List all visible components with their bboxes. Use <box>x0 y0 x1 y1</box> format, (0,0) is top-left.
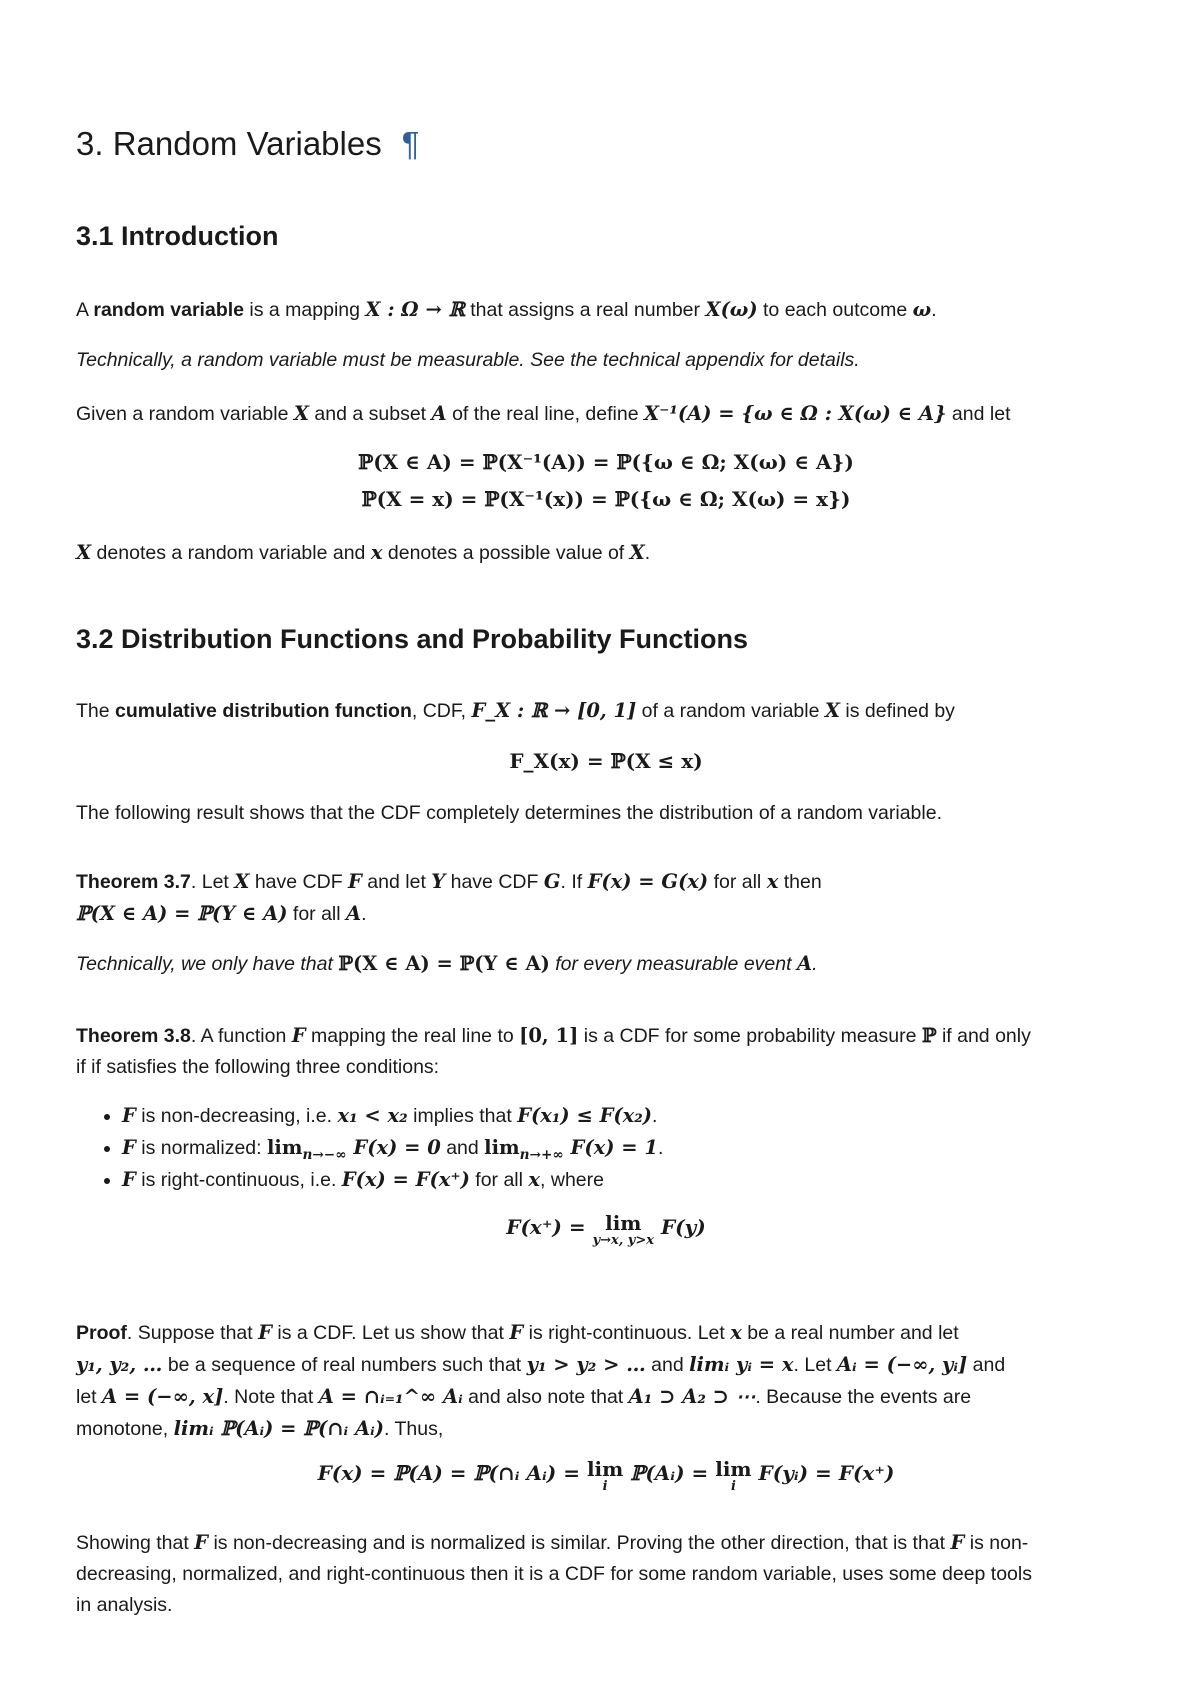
theorem-3-7: Theorem 3.7. Let X have CDF F and let Y have CDF G. If F(x) = G(x) for all x then ℙ(X ∈ A) = ℙ(Y ∈ A) for all A. <box>76 870 822 925</box>
math-mapping: X : Ω → ℝ <box>365 298 465 321</box>
conditions-list <box>76 1100 1136 1196</box>
term-cdf: cumulative distribution function <box>115 700 412 722</box>
theorem-label: Theorem 3.7 <box>76 871 191 893</box>
paragraph-rv-definition: A random variable is a mapping X : Ω → ℝ that assigns a real number X(ω) to each outcome ω. <box>76 298 937 321</box>
technical-note-measurable: Technically, a random variable must be measurable. See the technical appendix for details. <box>76 349 860 371</box>
display-equation-1: ℙ(X ∈ A) = ℙ(X⁻¹(A)) = ℙ({ω ∈ Ω; X(ω) ∈ A}) <box>358 450 854 474</box>
display-equation-right-limit: F(x⁺) = lim y→x, y>x F(y) <box>506 1211 706 1248</box>
paragraph-notation: X denotes a random variable and x denotes a possible value of X. <box>76 541 651 564</box>
display-equation-2: ℙ(X = x) = ℙ(X⁻¹(x)) = ℙ({ω ∈ Ω; X(ω) = x}) <box>361 487 851 511</box>
theorem-3-8: Theorem 3.8. A function F mapping the real line to [0, 1] is a CDF for some probability measure ℙ if and only if if satisfies the following three conditions: <box>76 1024 1031 1078</box>
closing-paragraph: Showing that F is non-decreasing and is normalized is similar. Proving the other direction, that is that F is non- decreasing, normalized, and right-continuous then it is a CDF for some random variable, uses some deep tools in analysis. <box>76 1531 1032 1616</box>
paragraph-cdf-determines: The following result shows that the CDF completely determines the distribution of a random variable. <box>76 802 942 824</box>
paragraph-cdf-definition: The cumulative distribution function, CDF, F_X : ℝ → [0, 1] of a random variable X is defined by <box>76 699 955 722</box>
list-item: • F is non-decreasing, i.e. x₁ < x₂ implies that F(x₁) ≤ F(x₂). <box>122 1100 1136 1132</box>
technical-note-measurable-event: Technically, we only have that ℙ(X ∈ A) = ℙ(Y ∈ A) for every measurable event A. <box>76 952 818 975</box>
math-x-omega: X(ω) <box>705 298 758 321</box>
theorem-label: Theorem 3.8 <box>76 1025 191 1047</box>
math-preimage: X⁻¹(A) = {ω ∈ Ω : X(ω) ∈ A} <box>643 402 947 425</box>
display-equation-cdf: F_X(x) = ℙ(X ≤ x) <box>509 749 703 773</box>
math-omega: ω <box>912 298 932 321</box>
section-title-text: 3. Random Variables <box>76 125 382 162</box>
list-item: • F is right-continuous, i.e. F(x) = F(x⁺) for all x, where <box>122 1164 1136 1196</box>
heading-3-1: 3.1 Introduction <box>76 221 279 251</box>
display-equation-proof: F(x) = ℙ(A) = ℙ(∩ᵢ Aᵢ) = lim i ℙ(Aᵢ) = lim i F(yᵢ) = F(x⁺) <box>317 1457 895 1494</box>
permalink-pilcrow[interactable]: ¶ <box>401 125 420 162</box>
heading-3-2: 3.2 Distribution Functions and Probability Functions <box>76 624 749 654</box>
proof-paragraph: Proof. Suppose that F is a CDF. Let us show that F is right-continuous. Let x be a real number and let y₁, y₂, … be a sequence of real numbers such that y₁ > y₂ > … and limᵢ yᵢ = x. Let Aᵢ = (−∞, yᵢ] and let A = (−∞, x]. Note that A = ∩ᵢ₌₁^∞ Aᵢ and also note that A₁ ⊃ A₂ ⊃ ⋯. Because the events are monotone, limᵢ ℙ(Aᵢ) = ℙ(∩ᵢ Aᵢ). Thus, <box>76 1321 1006 1440</box>
term-random-variable: random variable <box>93 299 244 321</box>
list-item: • F is normalized: $\lim_{n\to-\infty} F(x) = 0$ and $\lim_{n\to+\infty} F(x) = 1$. <box>122 1132 1136 1164</box>
paragraph-preimage: Given a random variable X and a subset A of the real line, define X⁻¹(A) = {ω ∈ Ω : X(ω) ∈ A} and let <box>76 402 1011 425</box>
proof-label: Proof <box>76 1322 127 1344</box>
section-title <box>76 124 419 164</box>
